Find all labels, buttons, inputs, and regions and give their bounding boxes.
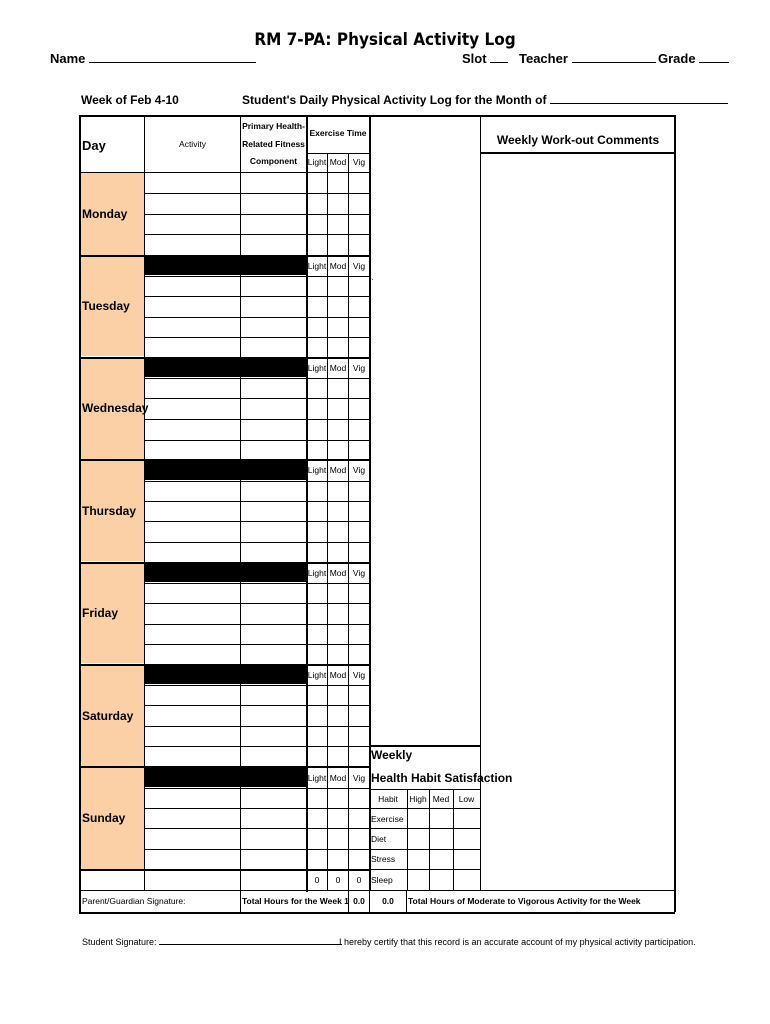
month-blank[interactable] — [550, 93, 728, 104]
habit-row-line — [369, 849, 480, 850]
name-label: Name — [50, 51, 86, 66]
entry-row-line — [144, 481, 369, 482]
intensity-label-light: Light — [307, 157, 327, 167]
component-header-2: Related Fitness — [242, 139, 305, 149]
day-separator — [79, 869, 369, 871]
month-label: Student's Daily Physical Activity Log for the Month of — [242, 93, 547, 107]
day-separator — [79, 766, 369, 768]
entry-row-line — [144, 726, 369, 727]
day-separator — [79, 664, 369, 666]
exercise-time-divider — [307, 153, 369, 154]
day-label-monday: Monday — [82, 207, 128, 221]
day-header-bar — [145, 461, 306, 480]
entry-row-line — [144, 440, 369, 441]
component-header-3: Component — [249, 156, 298, 166]
teacher-field[interactable] — [519, 51, 656, 66]
entry-row-line — [144, 234, 369, 235]
habit-row-line — [369, 869, 480, 870]
day-header-bar — [145, 256, 306, 275]
grade-field[interactable] — [658, 51, 729, 66]
day-label-friday: Friday — [82, 606, 119, 620]
exercise-time-header: Exercise Time — [309, 128, 367, 138]
total-week-value: 0.0 — [353, 896, 365, 906]
week-label: Week of Feb 4-10 — [81, 93, 179, 107]
intensity-label-vig: Vig — [352, 568, 366, 578]
habit-title-2: Health Habit Satisfaction — [371, 771, 513, 785]
activity-header: Activity — [179, 139, 206, 149]
entry-row-line — [144, 214, 369, 215]
entry-row-line — [144, 378, 369, 379]
day-header: Day — [82, 138, 106, 153]
day-label-saturday: Saturday — [82, 709, 134, 723]
slot-label: Slot — [462, 51, 487, 66]
total-mv-value: 0.0 — [382, 896, 394, 906]
entry-row-line — [144, 317, 369, 318]
component-header-1: Primary Health- — [242, 121, 305, 131]
certify-text: I hereby certify that this record is an accurate account of my physical activity participation. — [339, 937, 696, 947]
intensity-label-mod: Mod — [329, 363, 347, 373]
day-header-bar — [145, 563, 306, 582]
intensity-label-mod: Mod — [329, 261, 347, 271]
grade-label: Grade — [658, 51, 696, 66]
month-field[interactable] — [242, 93, 728, 107]
habit-row-line — [369, 808, 480, 809]
totals-divider — [79, 890, 675, 891]
student-signature-blank[interactable] — [159, 938, 342, 945]
intensity-label-light: Light — [307, 568, 327, 578]
habit-row-line — [369, 828, 480, 829]
entry-row-line — [144, 603, 369, 604]
footer-col-line — [240, 890, 241, 912]
table-border-top — [79, 115, 675, 117]
teacher-label: Teacher — [519, 51, 568, 66]
total-week-label: Total Hours for the Week 1 — [242, 896, 349, 906]
total-mv-label: Total Hours of Moderate to Vigorous Activity for the Week — [408, 896, 641, 906]
entry-row-line — [144, 542, 369, 543]
intensity-label-vig: Vig — [352, 465, 366, 475]
intensity-label-mod: Mod — [329, 465, 347, 475]
habit-header-line — [369, 789, 480, 790]
habit-col-line — [407, 789, 408, 890]
table-border-left — [79, 115, 81, 912]
intensity-label-light: Light — [307, 363, 327, 373]
intensity-label-light: Light — [307, 465, 327, 475]
day-header-bar — [145, 665, 306, 684]
student-signature-label: Student Signature: — [82, 937, 157, 947]
day-label-tuesday: Tuesday — [82, 299, 130, 313]
entry-row-line — [144, 501, 369, 502]
teacher-blank[interactable] — [572, 52, 656, 63]
day-separator — [79, 357, 369, 359]
entry-row-line — [144, 849, 369, 850]
total-light: 0 — [314, 875, 320, 885]
intensity-label-mod: Mod — [329, 773, 347, 783]
entry-row-line — [144, 746, 369, 747]
slot-field[interactable] — [462, 51, 508, 66]
grade-blank[interactable] — [699, 52, 729, 63]
entry-row-line — [144, 788, 369, 789]
comments-left-border — [480, 115, 481, 775]
intensity-label-light: Light — [307, 670, 327, 680]
habit-sleep: Sleep — [371, 875, 393, 885]
entry-row-line — [144, 808, 369, 809]
intensity-label-mod: Mod — [329, 568, 347, 578]
entry-row-line — [144, 337, 369, 338]
entry-row-line — [144, 398, 369, 399]
total-mod: 0 — [335, 875, 341, 885]
parent-signature-label: Parent/Guardian Signature: — [82, 896, 186, 906]
day-header-bar — [145, 768, 306, 787]
habit-col-line — [453, 789, 454, 890]
total-vig: 0 — [356, 875, 362, 885]
day-header-bar — [145, 358, 306, 377]
entry-row-line — [144, 624, 369, 625]
comments-header: Weekly Work-out Comments — [496, 133, 660, 147]
habit-exercise: Exercise — [371, 814, 404, 824]
intensity-label-mod: Mod — [329, 157, 347, 167]
entry-row-line — [144, 419, 369, 420]
comments-header-divider — [480, 152, 675, 154]
habit-col-high: High — [409, 794, 427, 804]
intensity-label-vig: Vig — [352, 261, 366, 271]
habit-box-right — [480, 745, 481, 891]
habit-title-1: Weekly — [371, 748, 413, 762]
habit-col-line — [429, 789, 430, 890]
day-separator — [79, 255, 369, 257]
day-label-sunday: Sunday — [82, 811, 126, 825]
entry-row-line — [144, 583, 369, 584]
day-separator — [79, 459, 369, 461]
habit-col-low: Low — [458, 794, 475, 804]
intensity-label-vig: Vig — [352, 773, 366, 783]
habit-col-habit: Habit — [378, 794, 398, 804]
habit-box-top — [369, 745, 480, 747]
name-blank[interactable] — [89, 52, 256, 63]
intensity-label-mod: Mod — [329, 670, 347, 680]
entry-row-line — [144, 276, 369, 277]
header-divider — [79, 172, 369, 173]
habit-stress: Stress — [371, 854, 396, 864]
entry-row-line — [144, 685, 369, 686]
activity-col-left — [144, 115, 145, 891]
intensity-label-light: Light — [307, 261, 327, 271]
intensity-label-vig: Vig — [352, 670, 366, 680]
habit-col-med: Med — [432, 794, 450, 804]
entry-row-line — [144, 296, 369, 297]
day-label-thursday: Thursday — [82, 504, 137, 518]
slot-blank[interactable] — [490, 52, 508, 63]
day-label-wednesday: Wednesday — [82, 401, 149, 415]
name-field[interactable] — [50, 51, 256, 66]
entry-row-line — [144, 705, 369, 706]
student-signature-field[interactable] — [82, 937, 342, 947]
entry-row-line — [144, 644, 369, 645]
component-col-left — [240, 115, 241, 891]
intensity-label-vig: Vig — [352, 157, 366, 167]
table-border-right — [674, 115, 676, 912]
day-separator — [79, 562, 369, 564]
entry-row-line — [144, 193, 369, 194]
stray-mark: ` — [371, 277, 374, 287]
table-border-bottom — [79, 912, 675, 914]
entry-row-line — [144, 828, 369, 829]
habit-diet: Diet — [371, 834, 387, 844]
intensity-label-vig: Vig — [352, 363, 366, 373]
entry-row-line — [144, 521, 369, 522]
intensity-label-light: Light — [307, 773, 327, 783]
page-title: RM 7-PA: Physical Activity Log — [254, 30, 516, 50]
